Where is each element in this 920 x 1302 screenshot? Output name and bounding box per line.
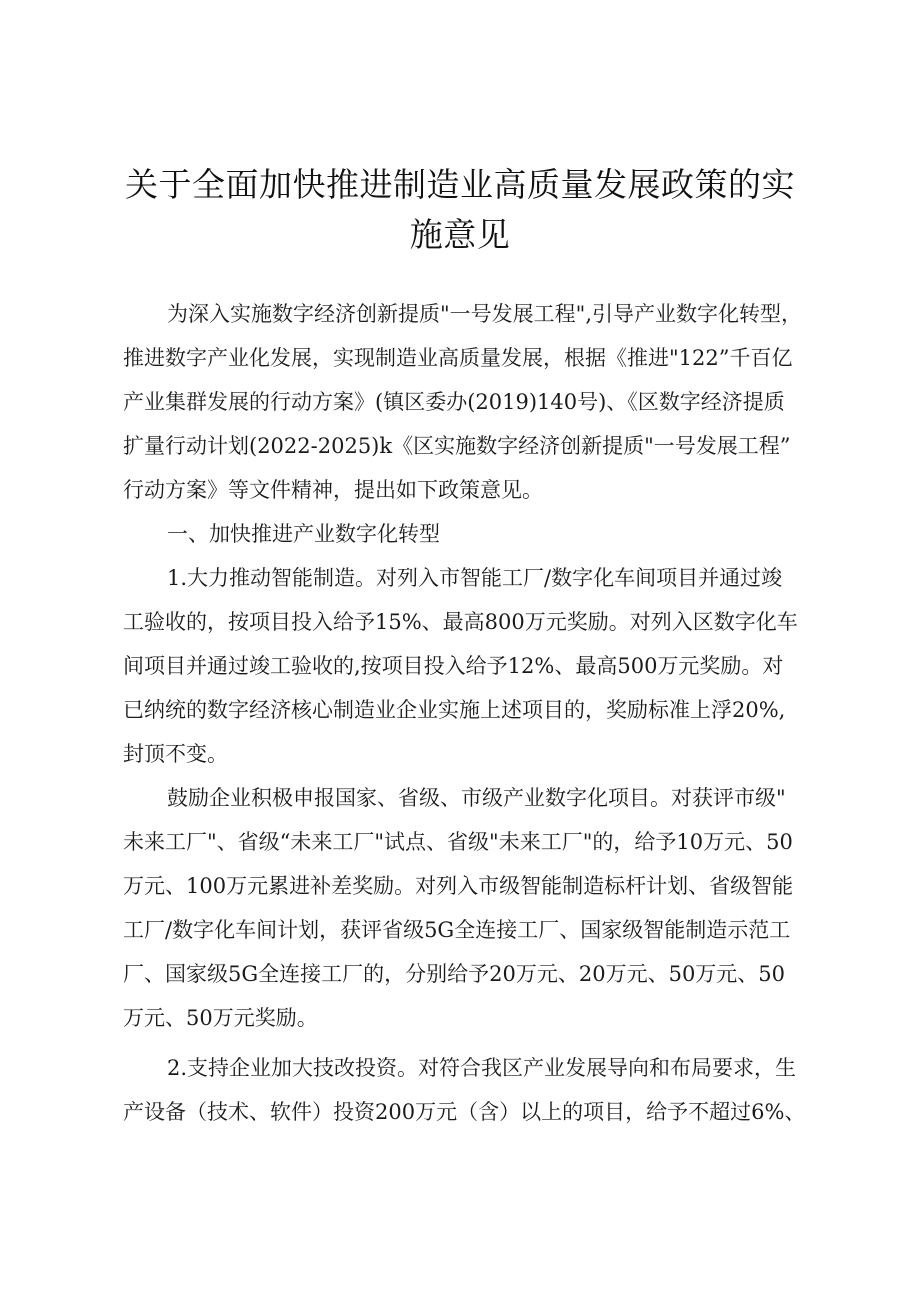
text-line: 行动方案》等文件精神，提出如下政策意见。: [123, 478, 543, 502]
text-line: 工验收的，按项目投入给予15%、最高800万元奖励。对列入区数字化车: [123, 610, 798, 634]
section-heading: [123, 512, 813, 556]
text-line: 扩量行动计划(2022-2025)k《区实施数字经济创新提质"一号发展工程”: [123, 434, 791, 458]
text-line: 已纳统的数字经济核心制造业企业实施上述项目的，奖励标准上浮20%,: [123, 698, 786, 722]
encourage-paragraph: [123, 776, 813, 1040]
text-line: 1.大力推动智能制造。对列入市智能工厂/数字化车间项目并通过竣: [167, 566, 783, 590]
text-line: 产业集群发展的行动方案》(镇区委办(2019)140号)、《区数字经济提质: [123, 390, 785, 414]
text-line: 封顶不变。: [123, 742, 228, 766]
text-line: 万元、100万元累进补差奖励。对列入市级智能制造标杆计划、省级智能: [123, 874, 794, 898]
text-line: 一、加快推进产业数字化转型: [167, 522, 440, 546]
text-line: 鼓励企业积极申报国家、省级、市级产业数字化项目。对获评市级": [167, 786, 786, 810]
text-line: 2.支持企业加大技改投资。对符合我区产业发展导向和布局要求，生: [167, 1056, 797, 1080]
item-2-paragraph: [123, 1046, 813, 1134]
document-title: [100, 160, 820, 260]
text-line: 厂、国家级5G全连接工厂的，分别给予20万元、20万元、50万元、50: [123, 962, 786, 986]
item-1-paragraph: [123, 556, 813, 776]
text-line: 间项目并通过竣工验收的,按项目投入给予12%、最高500万元奖励。对: [123, 654, 784, 678]
title-line: 施意见: [409, 215, 511, 254]
text-line: 推进数字产业化发展，实现制造业高质量发展，根据《推进"122”千百亿: [123, 346, 793, 370]
text-line: 未来工厂"、省级“未来工厂"试点、省级"未来工厂"的，给予10万元、50: [123, 830, 793, 854]
text-line: 为深入实施数字经济创新提质"一号发展工程",引导产业数字化转型，: [167, 302, 802, 326]
intro-paragraph: [123, 292, 813, 512]
text-line: 工厂/数字化车间计划，获评省级5G全连接工厂、国家级智能制造示范工: [123, 918, 791, 942]
text-line: 万元、50万元奖励。: [123, 1006, 318, 1030]
title-line: 关于全面加快推进制造业高质量发展政策的实: [125, 165, 795, 204]
text-line: 产设备（技术、软件）投资200万元（含）以上的项目，给予不超过6%、: [123, 1100, 806, 1124]
